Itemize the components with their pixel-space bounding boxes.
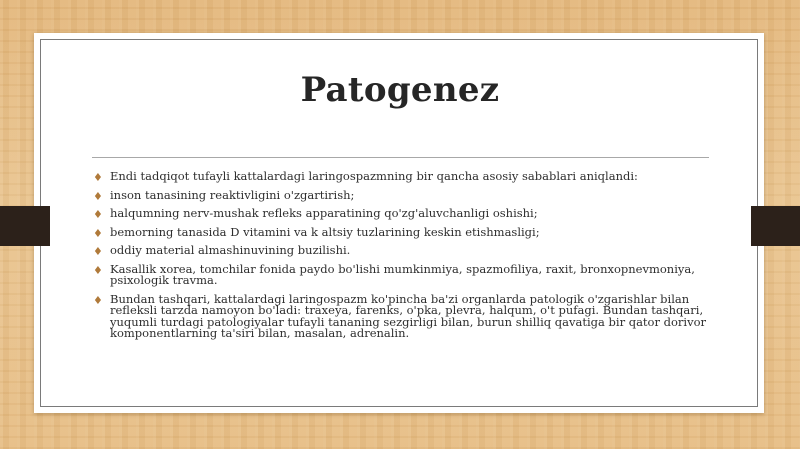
slide-title: Patogenez xyxy=(300,70,500,110)
bullet-item xyxy=(92,208,712,220)
left-side-tab xyxy=(0,206,50,246)
bullet-item xyxy=(92,245,712,257)
diamond-bullet-icon: ♦ xyxy=(93,293,103,307)
bullet-item xyxy=(92,224,712,240)
bullet-item xyxy=(92,291,712,340)
diamond-bullet-icon: ♦ xyxy=(93,208,103,221)
bullet-item xyxy=(92,171,712,183)
diamond-bullet-icon: ♦ xyxy=(93,245,103,258)
bullet-text: Endi tadqiqot tufayli kattalardagi laringospazmning bir qancha asosiy sabablari aniqlandi: xyxy=(110,169,638,183)
diamond-bullet-icon: ♦ xyxy=(93,226,103,240)
bullet-text: bemorning tanasida D vitamini va k altsiy tuzlarining keskin etishmasligi; xyxy=(110,224,540,239)
bullet-text: oddiy material almashinuvining buzilishi. xyxy=(110,243,351,257)
bullet-text: Kasallik xorea, tomchilar fonida paydo bo'lishi mumkinmiya, spazmofiliya, raxit, bronxopnevmoniya, psixologik travma. xyxy=(110,261,695,287)
bullet-item xyxy=(92,187,712,203)
diamond-bullet-icon: ♦ xyxy=(93,171,103,184)
diamond-bullet-icon: ♦ xyxy=(93,263,103,277)
bullet-text: halqumning nerv-mushak refleks apparatining qo'zg'aluvchanligi oshishi; xyxy=(110,206,538,220)
bullet-list xyxy=(92,171,712,347)
right-side-tab xyxy=(751,206,800,246)
bullet-item xyxy=(92,261,712,287)
diamond-bullet-icon: ♦ xyxy=(93,189,103,203)
bullet-text: Bundan tashqari, kattalardagi laringospazm ko'pincha ba'zi organlarda patologik o'zgarishlar bilan refleksli tarzda namoyon bo'ladi: traxeya, farenks, o'pka, plevra, halqum, o't pufagi. Bundan tashqari, yuqumli turdagi patologiyalar tufayli tananing sezgirligi bilan, burun shilliq qavatiga bir qator dorivor komponentlarning ta'siri bilan, masalan, adrenalin. xyxy=(110,291,707,340)
bullet-text: inson tanasining reaktivligini o'zgartirish; xyxy=(110,187,355,202)
title-divider xyxy=(92,157,709,158)
